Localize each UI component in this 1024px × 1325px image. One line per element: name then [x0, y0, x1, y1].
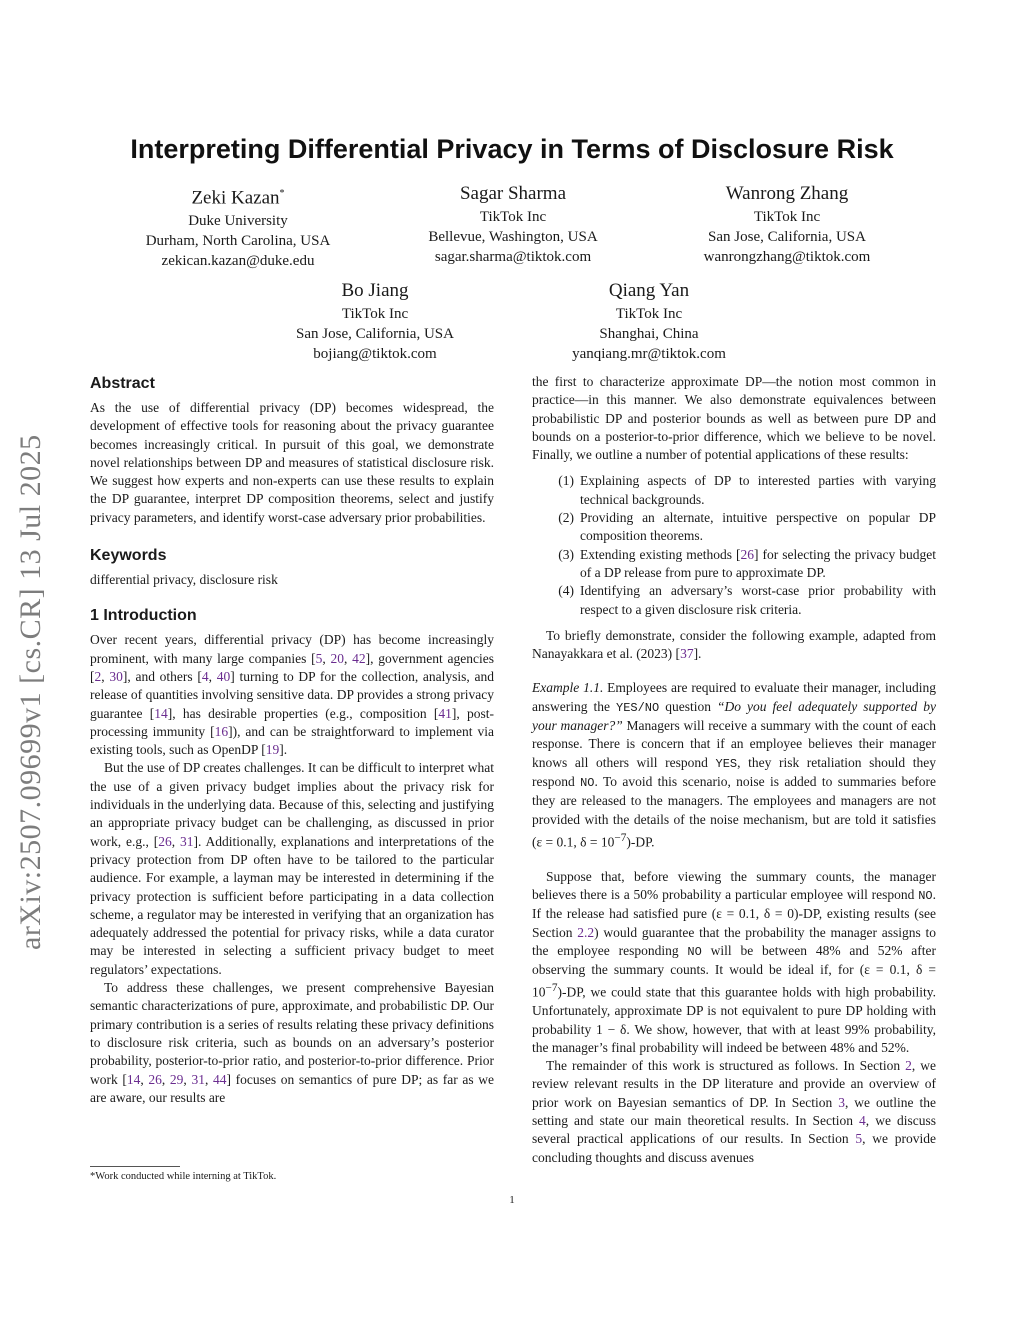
citation-link[interactable]: 14	[154, 705, 168, 721]
citation-link[interactable]: 44	[212, 1071, 227, 1087]
keywords-heading: Keywords	[90, 547, 167, 565]
example-label: Example 1.1.	[532, 680, 604, 696]
list-item: (3) Extending existing methods [26] for selecting the privacy budget of a DP release from pure to approximate DP.	[558, 546, 936, 580]
author-location: Durham, North Carolina, USA	[145, 233, 331, 250]
example-discussion-paragraph: Suppose that, before viewing the summary counts, the manager believes there is a 50% probability a particular employee will respond NO. If the release had satisfied pure (ε = 0.1, δ = 0)-DP, existing results (see Section 2.2) would guarantee that the probability the manager assigns to the employee responding NO will be between 48% and 52% after observing the summary counts. It would be ideal if, for (ε = 0.1, $\delta = 10^{-7})-DP$, we could state that this guarantee holds with high probability. Unfortunately, approximate DP is not equivalent to pure DP holding with probability 1 − δ. We show, however, that with at least 99% probability, the manager’s final probability will indeed be between 48% and 52%.	[532, 868, 937, 1055]
citation-link[interactable]: 4	[201, 668, 209, 684]
intro-paragraph-2: But the use of DP creates challenges. It can be difficult to interpret what the use of a given privacy budget implies about the privacy risk for individuals in the underlying data. Because of this, selecting and justifying an appropriate privacy budget can be challenging, as discussed in prior work, e.g., [26, 31]. Additionally, explanations and interpretations of the privacy protection from DP often have to be tailored to the particular audience. For example, a layman may be interested in determining if the privacy protection is sufficient before participating in a data collection scheme, a regulator may be interested in verifying that an organization has adequately addressed the potential for privacy risks, while a data curator may be interested in selecting a sufficient privacy budget to meet regulators’ expectations.	[90, 760, 495, 977]
citation-link[interactable]: 26	[158, 833, 172, 849]
author-location: San Jose, California, USA	[708, 229, 866, 245]
footnote: *Work conducted while interning at TikTok.	[90, 1171, 277, 1182]
list-item: (2) Providing an alternate, intuitive perspective on popular DP composition theorems.	[558, 510, 936, 544]
author-affiliation: TikTok Inc	[479, 209, 547, 225]
citation-link[interactable]: 5	[315, 650, 323, 666]
arxiv-identifier[interactable]: arXiv:2507.09699v1 [cs.CR] 13 Jul 2025	[14, 434, 47, 950]
citation-link[interactable]: 19	[265, 742, 280, 758]
citation-link[interactable]: 37	[680, 646, 694, 662]
author-name: Wanrong Zhang	[725, 183, 849, 204]
author-affiliation: TikTok Inc	[753, 209, 821, 225]
intro-paragraph-1: Over recent years, differential privacy (DP) has become increasingly prominent, with many large companies [5, 20, 42], government agencies [2, 30], and others [4, 40] turning to DP for the collection, analysis, and release of quantities involving sensitive data. DP provides a strong privacy guarantee [14], has desirable properties (e.g., composition [41], post-processing immunity [16]), and can be straightforward to implement via existing tools, such as OpenDP [19].	[90, 632, 495, 758]
citation-link[interactable]: 29	[169, 1071, 184, 1087]
citation-link[interactable]: 30	[109, 668, 123, 684]
section-link[interactable]: 2.2	[577, 924, 595, 940]
list-item: (4) Identifying an adversary’s worst-case prior probability with respect to a given disclosure risk criteria.	[558, 583, 936, 617]
page-number: 1	[509, 1194, 515, 1206]
abstract-heading: Abstract	[90, 375, 155, 392]
applications-list	[532, 472, 936, 618]
citation-link[interactable]: 16	[214, 723, 229, 739]
keywords-text: differential privacy, disclosure risk	[90, 572, 278, 588]
author-name: Bo Jiang	[341, 280, 409, 301]
author-email[interactable]: yanqiang.mr@tiktok.com	[572, 346, 726, 362]
paper-title: Interpreting Differential Privacy in Terms of Disclosure Risk	[130, 134, 894, 164]
author-location: San Jose, California, USA	[296, 326, 454, 342]
author-email[interactable]: sagar.sharma@tiktok.com	[434, 249, 592, 265]
intro-paragraph-3: To address these challenges, we present comprehensive Bayesian semantic characterizations of pure, approximate, and probabilistic DP. Our primary contribution is a series of results relating these privacy definitions to disclosure risk criteria, such as bounds on an adversary’s posterior probability, posterior-to-prior ratio, and posterior-to-prior difference. Prior work [14, 26, 29, 31, 44] focuses on semantics of pure DP; as far as we are aware, our results are	[90, 980, 495, 1105]
list-item: (1) Explaining aspects of DP to interested parties with varying technical backgrounds.	[558, 473, 936, 507]
author-footnote-mark[interactable]: *	[279, 188, 285, 199]
author-block	[499, 278, 799, 364]
introduction-heading: 1 Introduction	[90, 607, 197, 625]
author-name: Qiang Yan	[608, 280, 690, 301]
citation-link[interactable]: 26	[740, 546, 755, 562]
citation-link[interactable]: 40	[216, 668, 231, 684]
citation-link[interactable]: 20	[330, 650, 345, 666]
citation-link[interactable]: 31	[179, 833, 194, 849]
author-email[interactable]: zekican.kazan@duke.edu	[161, 253, 315, 270]
intro-paragraph-continued: the first to characterize approximate DP—the notion most common in practice—in this manner. We also demonstrate equivalences between probabilistic DP and posterior bounds as well as between pure DP and bounds on a posterior-to-prior difference, which we believe to be novel. Finally, we outline a number of potential applications of these results:	[532, 374, 936, 463]
example-1-1: Example 1.1. Employees are required to evaluate their manager, including answering the YES/NO question “Do you feel adequately supported by your manager?” Managers will receive a summary with the count of each response. There is concern that if an employee believes their manager knows all others will respond YES, they risk retaliation should they respond NO. To avoid this scenario, noise is added to summaries before they are released to the managers. The employees and managers are not provided with the details of the noise mechanism, but are told it satisfies (ε = 0.1, $\delta = 10^{-7})-DP$.	[532, 680, 937, 850]
author-email[interactable]: bojiang@tiktok.com	[313, 346, 437, 362]
footnote-divider	[90, 1166, 180, 1167]
abstract-text: As the use of differential privacy (DP) becomes widespread, the development of effective tools for reasoning about the privacy guarantee becomes increasingly critical. In pursuit of this goal, we demonstrate novel relationships between DP and measures of statistical disclosure risk. We suggest how experts and non-experts can use these results to explain the DP guarantee, interpret DP composition theorems, select and justify privacy parameters, and identify worst-case adversary prior probabilities.	[90, 400, 494, 525]
section-link[interactable]: 2	[905, 1058, 912, 1074]
author-location: Bellevue, Washington, USA	[428, 229, 598, 245]
citation-link[interactable]: 31	[191, 1071, 205, 1087]
author-name: Sagar Sharma	[459, 183, 567, 204]
citation-link[interactable]: 14	[126, 1071, 141, 1087]
author-location: Shanghai, China	[599, 326, 699, 342]
section-link[interactable]: 4	[859, 1112, 866, 1128]
left-column	[90, 373, 494, 1107]
author-block	[363, 181, 663, 267]
right-column	[532, 373, 936, 1167]
author-name: Zeki Kazan*	[191, 187, 285, 209]
citation-link[interactable]: 2	[94, 668, 102, 684]
author-affiliation: TikTok Inc	[615, 306, 683, 322]
section-link[interactable]: 3	[838, 1094, 845, 1110]
citation-link[interactable]: 26	[148, 1071, 162, 1087]
citation-link[interactable]: 41	[438, 705, 452, 721]
author-affiliation: TikTok Inc	[341, 306, 409, 322]
example-intro-paragraph: To briefly demonstrate, consider the following example, adapted from Nanayakkara et al. (2023) [37].	[532, 627, 936, 662]
author-email[interactable]: wanrongzhang@tiktok.com	[703, 249, 871, 265]
citation-link[interactable]: 42	[352, 650, 366, 666]
author-block	[88, 181, 388, 271]
section-link[interactable]: 5	[855, 1131, 863, 1147]
author-block	[637, 181, 937, 267]
author-affiliation: Duke University	[188, 213, 288, 230]
author-block	[225, 278, 525, 364]
structure-paragraph: The remainder of this work is structured as follows. In Section 2, we review relevant results in the DP literature and provide an overview of prior work on Bayesian semantics of DP. In Section 3, we outline the setting and state our main theoretical results. In Section 4, we discuss several practical applications of our results. In Section 5, we provide concluding thoughts and discuss avenues	[532, 1058, 937, 1165]
